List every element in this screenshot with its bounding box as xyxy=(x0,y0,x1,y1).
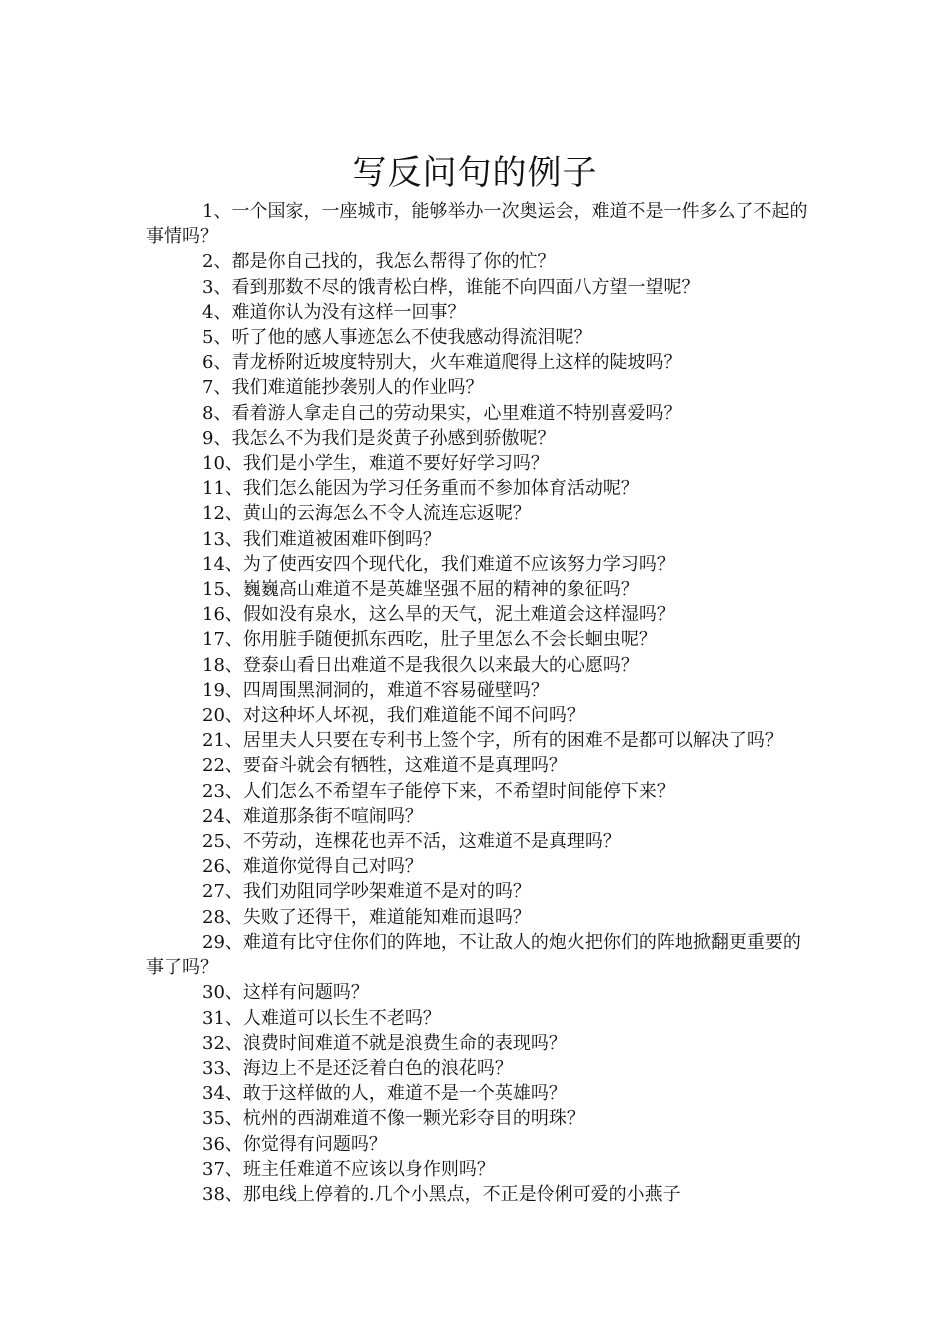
list-item: 18、登泰山看日出难道不是我很久以来最大的心愿吗？ xyxy=(202,654,639,676)
list-item: 35、杭州的西湖难道不像一颗光彩夺目的明珠？ xyxy=(202,1108,585,1130)
list-item: 36、你觉得有问题吗？ xyxy=(202,1133,387,1155)
list-item: 15、巍巍高山难道不是英雄坚强不屈的精神的象征吗？ xyxy=(202,579,639,601)
list-item: 37、班主任难道不应该以身作则吗？ xyxy=(202,1158,495,1180)
list-item: 25、不劳动，连棵花也弄不活，这难道不是真理吗？ xyxy=(202,831,621,853)
list-item: 7、我们难道能抄袭别人的作业吗？ xyxy=(202,377,484,399)
list-item: 21、居里夫人只要在专利书上签个字，所有的困难不是都可以解决了吗？ xyxy=(202,730,783,752)
list-item: 14、为了使西安四个现代化，我们难道不应该努力学习吗？ xyxy=(202,553,675,575)
page-title: 写反问句的例子 xyxy=(352,152,598,193)
list-item: 28、失败了还得干，难道能知难而退吗？ xyxy=(202,906,531,928)
sentence-list xyxy=(146,199,810,1207)
list-item: 34、敢于这样做的人，难道不是一个英雄吗？ xyxy=(202,1083,567,1105)
list-item: 23、人们怎么不希望车子能停下来，不希望时间能停下来？ xyxy=(202,780,675,802)
list-item: 9、我怎么不为我们是炎黄子孙感到骄傲呢？ xyxy=(202,427,556,449)
list-item: 29、难道有比守住你们的阵地，不让敌人的炮火把你们的阵地掀翻更重要的事了吗？ xyxy=(146,931,801,979)
list-item: 33、海边上不是还泛着白色的浪花吗？ xyxy=(202,1057,513,1079)
list-item: 5、听了他的感人事迹怎么不使我感动得流泪呢？ xyxy=(202,327,592,349)
list-item: 12、黄山的云海怎么不令人流连忘返呢？ xyxy=(202,503,531,525)
list-item: 26、难道你觉得自己对吗？ xyxy=(202,856,423,878)
list-item: 38、那电线上停着的.几个小黑点，不正是伶俐可爱的小燕子 xyxy=(202,1183,681,1205)
list-item: 8、看着游人拿走自己的劳动果实，心里难道不特别喜爱吗？ xyxy=(202,402,682,424)
list-item: 24、难道那条街不喧闹吗？ xyxy=(202,805,423,827)
list-item: 22、要奋斗就会有牺牲，这难道不是真理吗？ xyxy=(202,755,567,777)
list-item: 3、看到那数不尽的饿青松白桦，谁能不向四面八方望一望呢？ xyxy=(202,276,700,298)
list-item: 19、四周围黑洞洞的，难道不容易碰壁吗？ xyxy=(202,679,549,701)
list-item: 13、我们难道被困难吓倒吗？ xyxy=(202,528,441,550)
list-item: 1、一个国家，一座城市，能够举办一次奥运会，难道不是一件多么了不起的事情吗？ xyxy=(146,201,808,248)
list-item: 16、假如没有泉水，这么旱的天气，泥土难道会这样湿吗？ xyxy=(202,604,675,626)
list-item: 27、我们劝阻同学吵架难道不是对的吗？ xyxy=(202,881,531,903)
list-item: 32、浪费时间难道不就是浪费生命的表现吗？ xyxy=(202,1032,567,1054)
list-item: 11、我们怎么能因为学习任务重而不参加体育活动呢？ xyxy=(202,478,639,500)
list-item: 10、我们是小学生，难道不要好好学习吗？ xyxy=(202,453,549,475)
list-item: 31、人难道可以长生不老吗？ xyxy=(202,1007,441,1029)
list-item: 2、都是你自己找的，我怎么帮得了你的忙？ xyxy=(202,251,556,273)
list-item: 6、青龙桥附近坡度特别大，火车难道爬得上这样的陡坡吗？ xyxy=(202,352,682,374)
list-item: 4、难道你认为没有这样一回事？ xyxy=(202,301,466,323)
list-item: 20、对这种坏人坏视，我们难道能不闻不问吗？ xyxy=(202,705,585,727)
list-item: 17、你用脏手随便抓东西吃，肚子里怎么不会长蛔虫呢？ xyxy=(202,629,657,651)
list-item: 30、这样有问题吗？ xyxy=(202,982,369,1004)
